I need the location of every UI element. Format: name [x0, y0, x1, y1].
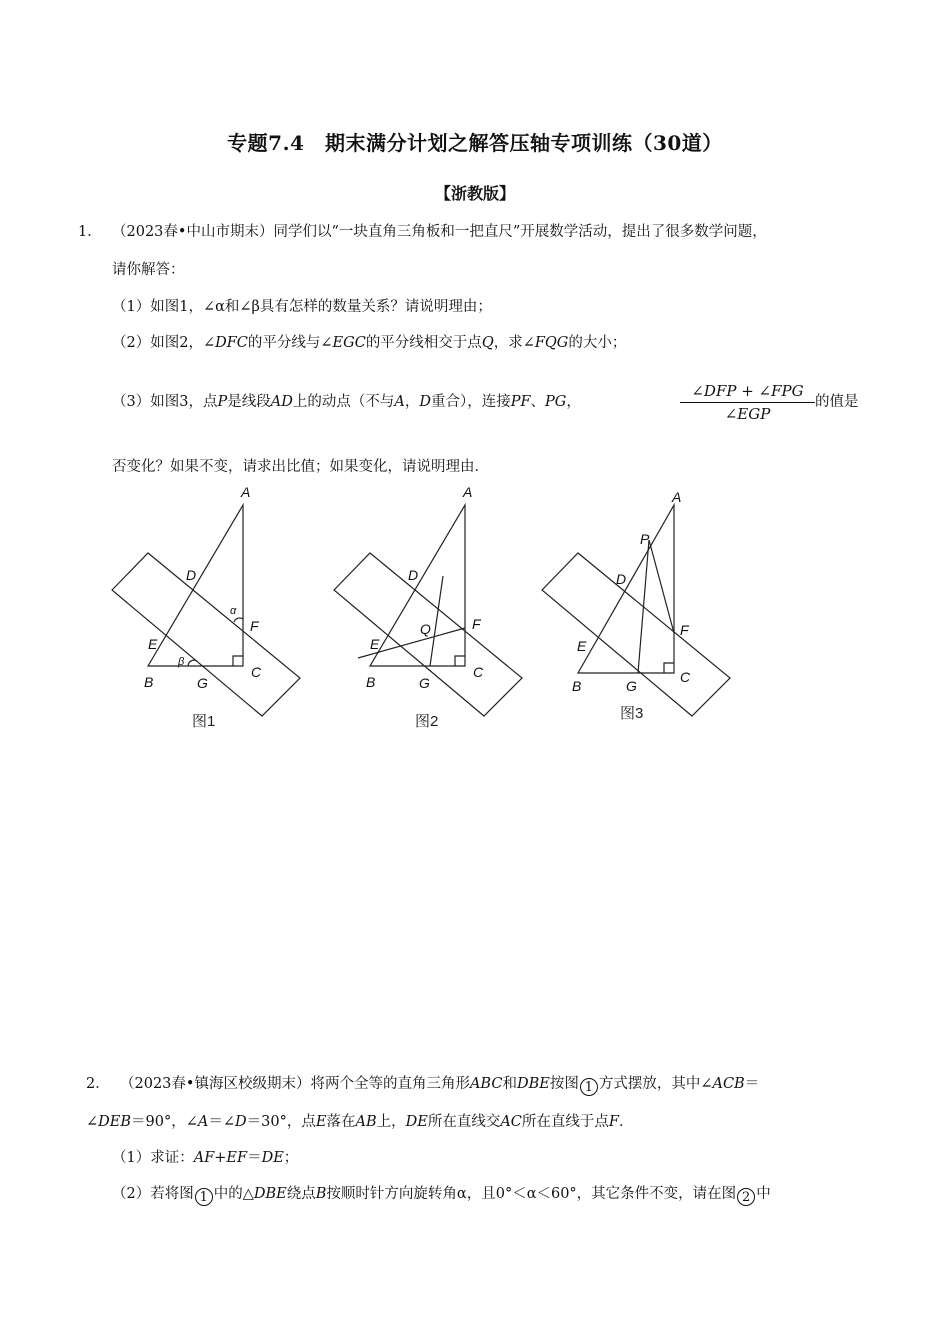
q1-intro-text: （2023春•中山市期末）同学们以“一块直角三角板和一把直尺”开展数学活动，提出了很多数学问题， — [112, 224, 767, 240]
q2-line1: 2． （2023春•镇海区校级期末）将两个全等的直角三角形ABC和DBE按图 1 方式摆放，其中∠ACB＝ — [86, 1072, 759, 1096]
q1-part3: （3）如图3，点P是线段AD上的动点（不与A，D重合），连接PF、PG， — [112, 394, 581, 410]
fig3-segment-pf — [649, 540, 674, 633]
fig2-label-b: B — [366, 674, 376, 690]
fig1-label-b: B — [144, 674, 154, 690]
fig3-label-p: P — [640, 531, 650, 547]
fig1-label-c: C — [251, 664, 262, 680]
fig1-label-e: E — [148, 636, 158, 652]
fig1-label-g: G — [197, 675, 208, 691]
circled-number-2: 2 — [737, 1188, 755, 1206]
figure-caption-1: 图1 — [192, 713, 216, 730]
fig2-label-g: G — [419, 675, 430, 691]
q2-part1: （1）求证：AF+EF＝DE； — [112, 1150, 299, 1166]
fig3-label-b: B — [572, 678, 582, 694]
fraction-numerator: ∠DFP + ∠FPG — [680, 382, 815, 403]
q1-intro-line1 — [78, 220, 767, 241]
fraction-denominator: ∠EGP — [724, 405, 771, 423]
q1-part3-suffix: 的值是 — [815, 394, 859, 410]
edition-label: 【浙教版】 — [434, 184, 515, 203]
fig3-label-d: D — [616, 571, 627, 587]
q1-figures — [100, 478, 780, 748]
fig2-bisector-gq — [430, 576, 443, 666]
figure-caption-2: 图2 — [415, 713, 439, 730]
fig2-label-e: E — [370, 636, 380, 652]
fig2-label-f: F — [472, 616, 481, 632]
circled-number-1b: 1 — [195, 1188, 213, 1206]
q1-number: 1． — [78, 224, 102, 240]
fig3-label-f: F — [680, 622, 689, 638]
fig2-label-c: C — [473, 664, 484, 680]
q1-part3-tail: 否变化？如果不变，请求出比值；如果变化，请说明理由． — [112, 459, 489, 475]
fig1-ruler — [112, 553, 300, 716]
fig1-label-beta: β — [178, 656, 185, 668]
circled-number-1: 1 — [580, 1078, 598, 1096]
fig2-label-a: A — [463, 484, 473, 500]
fig2-label-d: D — [408, 567, 419, 583]
fig1-label-a: A — [241, 484, 251, 500]
fig1-label-f: F — [250, 618, 259, 634]
fig3-label-a: A — [672, 489, 682, 505]
fig1-label-d: D — [186, 567, 197, 583]
q2-number: 2． — [86, 1076, 110, 1092]
fig3-triangle — [578, 505, 674, 673]
fig3-label-e: E — [577, 638, 587, 654]
fig2-label-q: Q — [420, 621, 431, 637]
q1-part2: （2）如图2，∠DFC的平分线与∠EGC的平分线相交于点Q，求∠FQG的大小； — [112, 335, 627, 351]
fig3-segment-pg — [638, 540, 649, 673]
q1-intro-line2: 请你解答： — [112, 262, 185, 278]
q2-part2: （2）若将图 1 中的△DBE绕点B按顺时针方向旋转角α，且0°＜α＜60°，其它条件不变，请在图 2 中 — [112, 1186, 771, 1205]
figure-caption-3: 图3 — [620, 705, 644, 722]
fig1-label-alpha: α — [230, 605, 237, 617]
fig3-label-g: G — [626, 678, 637, 694]
q1-fraction — [680, 382, 815, 423]
q2-line2: ∠DEB＝90°，∠A＝∠D＝30°，点E落在AB上，DE所在直线交AC所在直线于点F． — [86, 1114, 634, 1130]
fig1-triangle — [148, 505, 243, 666]
fig3-label-c: C — [680, 669, 691, 685]
page-title: 专题7.4 期末满分计划之解答压轴专项训练（30道） — [227, 131, 723, 155]
q1-part1: （1）如图1，∠α和∠β具有怎样的数量关系？请说明理由； — [112, 299, 492, 315]
